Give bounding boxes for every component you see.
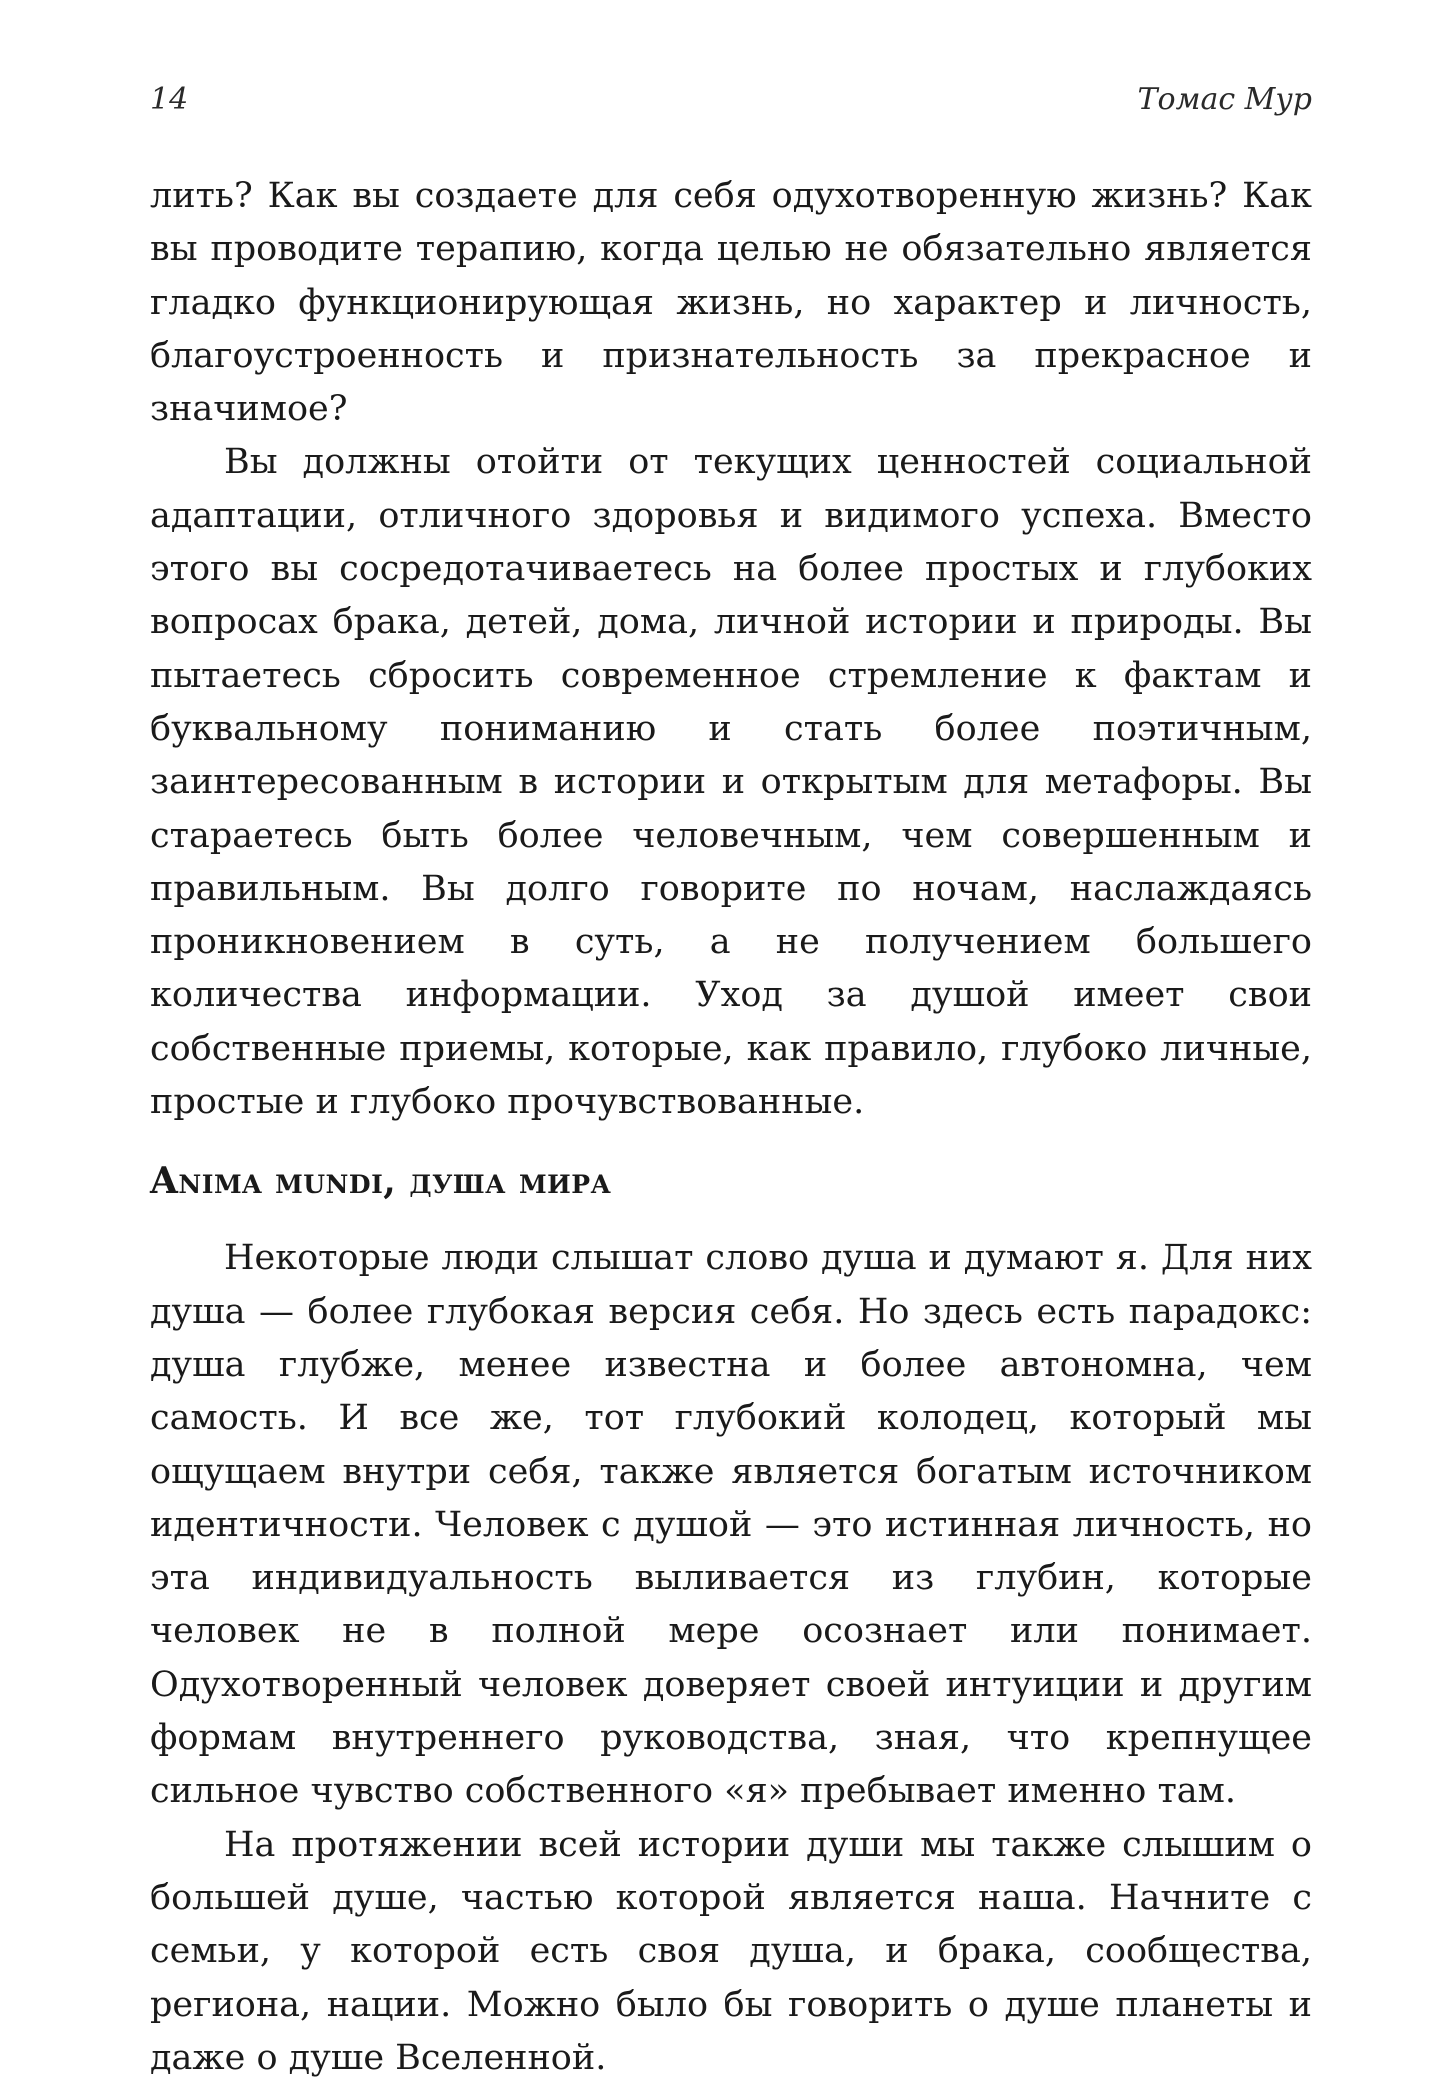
paragraph-continued: лить? Как вы создаете для себя одухотворенную жизнь? Как вы проводите терапию, когда целью не обязательно является гладко функционирующая жизнь, но характер и личность, благоустроенность и признательность за прекрасное и значимое? [150, 176, 1312, 430]
paragraph: Вы должны отойти от текущих ценностей социальной адаптации, отличного здоровья и видимого успеха. Вместо этого вы сосредотачиваетесь на более простых и глубоких вопросах брака, детей, дома, личной истории и природы. Вы пытаетесь сбросить современное стремление к фактам и буквальному пониманию и стать более поэтичным, заинтересованным в истории и открытым для метафоры. Вы стараетесь быть более человечным, чем совершенным и правильным. Вы долго говорите по ночам, наслаждаясь проникновением в суть, а не получением большего количества информации. Уход за душой имеет свои собственные приемы, которые, как правило, глубоко личные, простые и глубоко прочувствованные. [150, 442, 1312, 1123]
section-heading: Anima mundi, душа мира [150, 1160, 612, 1203]
page-number: 14 [150, 82, 189, 117]
paragraph: На протяжении всей истории души мы также слышим о большей душе, частью которой является наша. Начните с семьи, у которой есть своя душа, и брака, сообщества, региона, нации. Можно было бы говорить о душе планеты и даже о душе Вселенной. [150, 1824, 1312, 2078]
body-text [150, 170, 1312, 2085]
paragraph: Некоторые люди слышат слово душа и думают я. Для них душа — более глубокая версия себя. Но здесь есть парадокс: душа глубже, менее известна и более автономна, чем самость. И все же, тот глубокий колодец, который мы ощущаем внутри себя, также является богатым источником идентичности. Человек с душой — это истинная личность, но эта индивидуальность выливается из глубин, которые человек не в полной мере осознает или понимает. Одухотворенный человек доверяет своей интуиции и другим формам внутреннего руководства, зная, что крепнущее сильное чувство собственного «я» пребывает именно там. [150, 1238, 1312, 1812]
author-name: Томас Мур [1137, 82, 1312, 117]
running-header [150, 82, 1312, 122]
